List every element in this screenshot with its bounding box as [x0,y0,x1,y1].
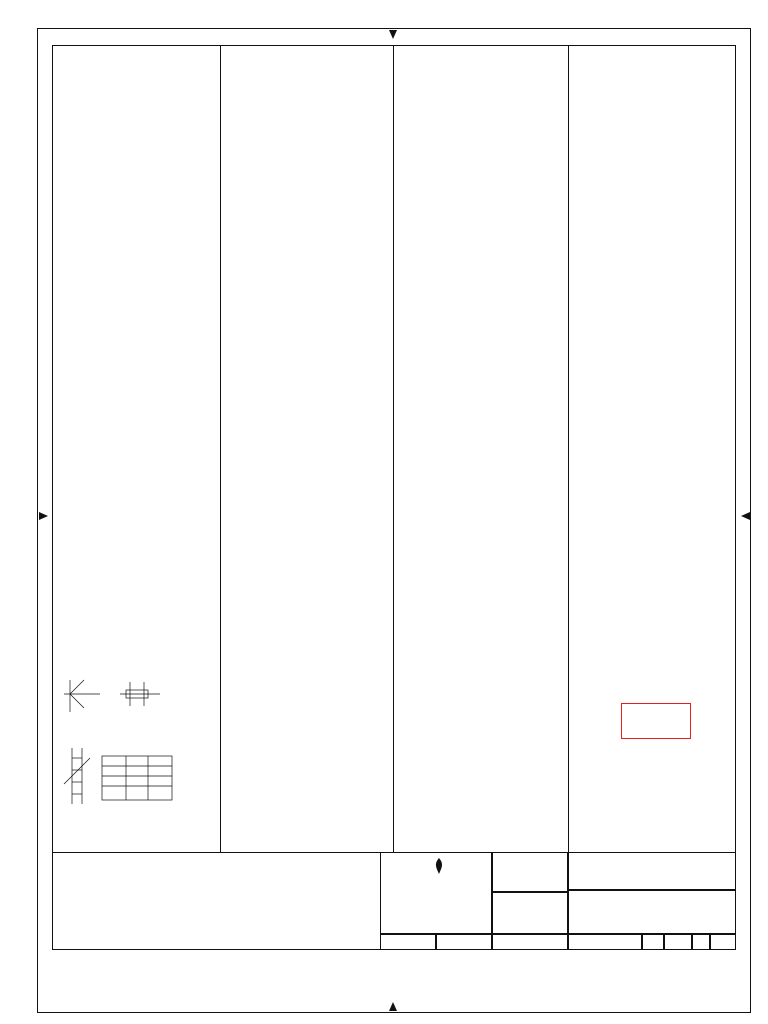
notes-divider-3 [568,45,569,852]
drawing-area [52,45,736,950]
check-cell [492,892,568,934]
size-cell [642,934,664,950]
prepare-cell [492,852,568,892]
draft-stamp [621,703,691,739]
confidential-notice [568,852,736,890]
notes-divider-2 [393,45,394,852]
date-cell [492,934,568,950]
platform-detail-sketch [60,672,170,716]
scale-cell [664,934,692,950]
drawing-title-cell [568,890,736,934]
revision-cell [692,934,710,950]
sheet-cell [710,934,736,950]
confidential-side-note [12,460,26,880]
right-center-mark [741,512,750,520]
notes-divider-1 [220,45,221,852]
bottom-center-mark [389,1002,397,1011]
size-label [12,880,26,990]
top-center-mark [389,30,397,39]
owner-logo [387,857,487,875]
flame-icon [432,857,446,875]
drawing-number-cell [568,934,642,950]
contractor-job-code-cell [380,934,436,950]
contractor-dwg-no-cell [436,934,492,950]
logo-area [380,852,492,934]
ladder-cage-sketch [60,744,178,808]
left-center-mark [39,512,48,520]
